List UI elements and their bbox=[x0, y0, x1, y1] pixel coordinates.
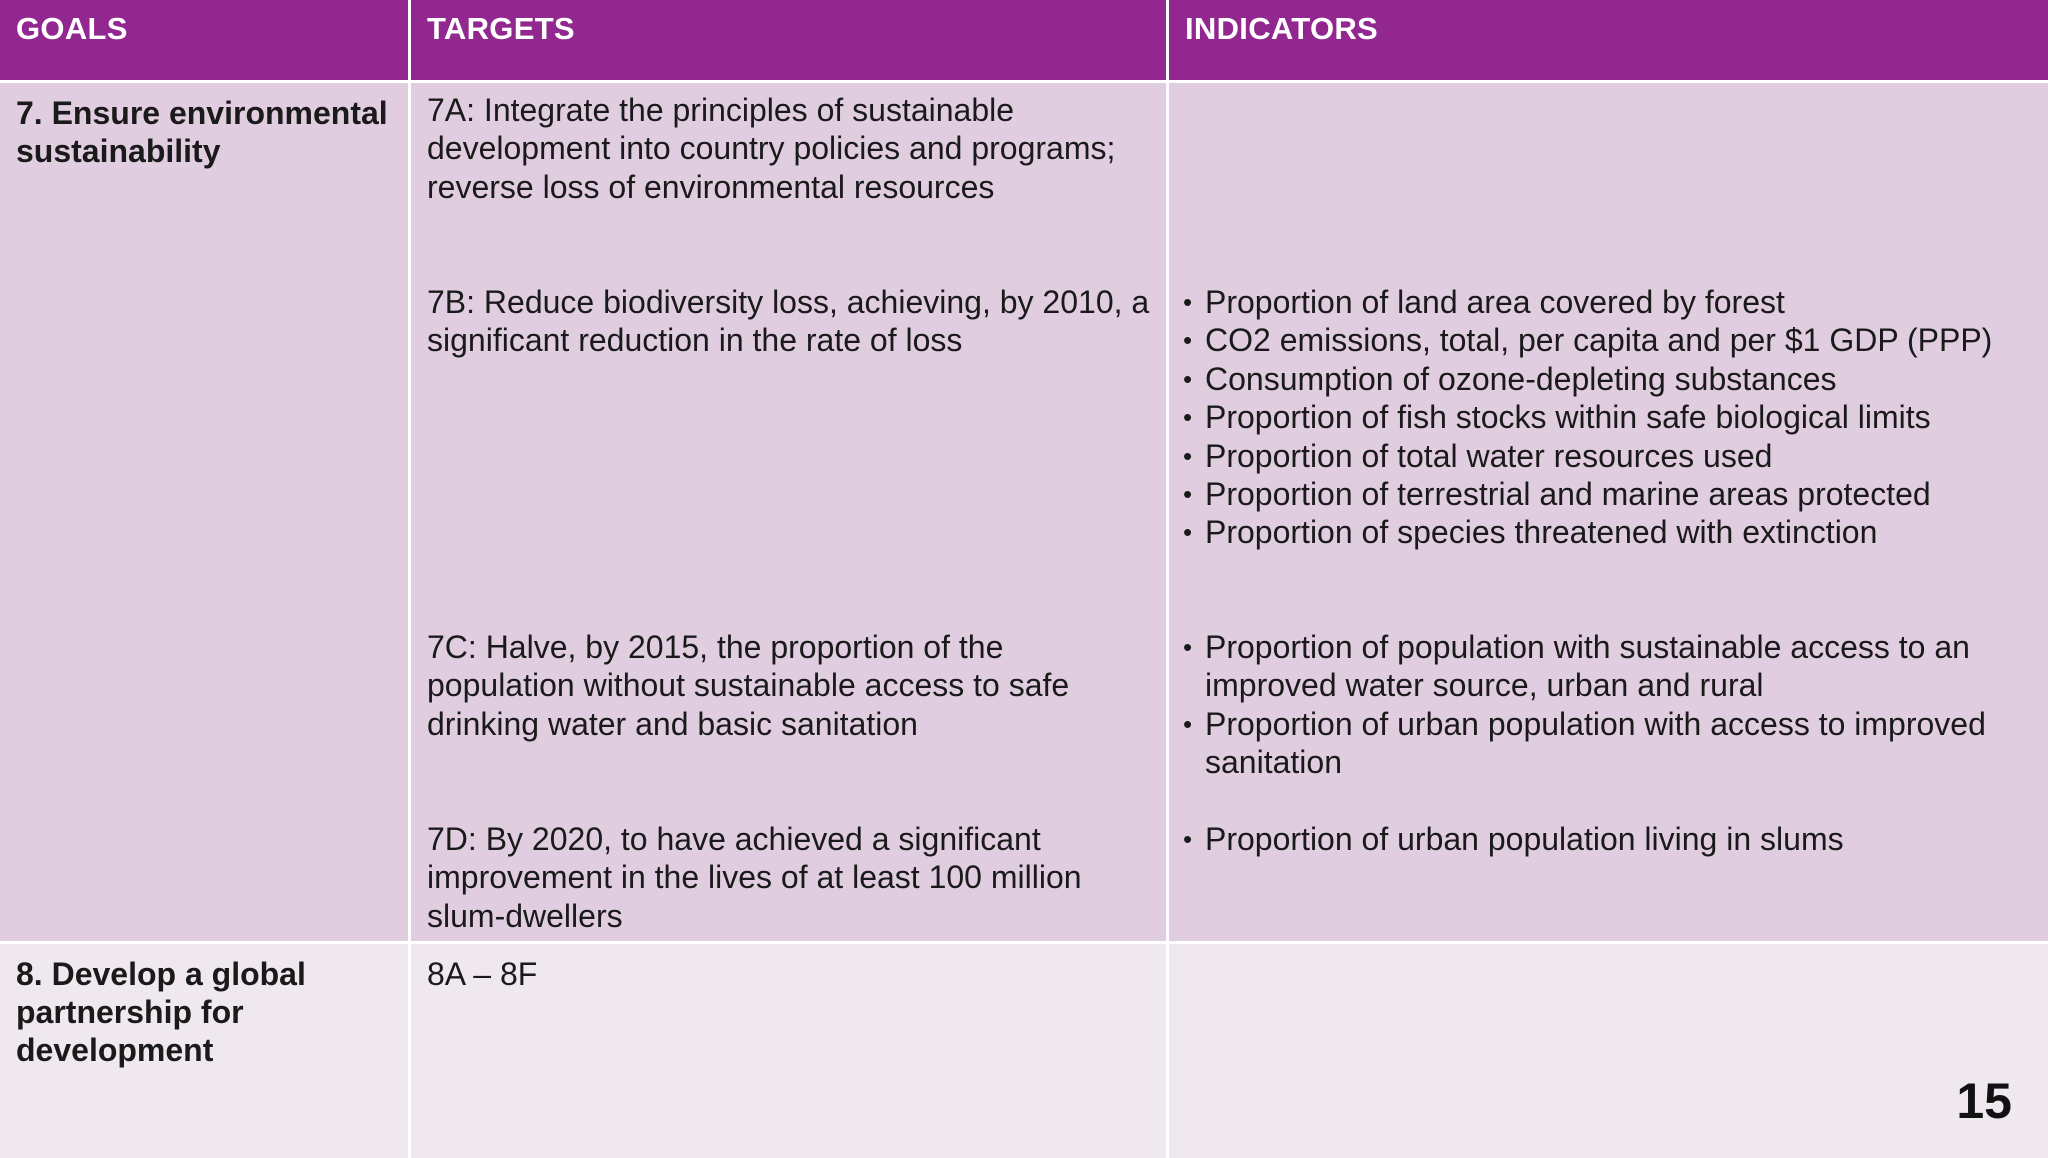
goal-8-title: 8. Develop a global partnership for development bbox=[16, 956, 306, 1068]
goal-8-cell bbox=[0, 944, 408, 1158]
bullet-icon: • bbox=[1183, 363, 1193, 394]
header-indicators: INDICATORS bbox=[1169, 0, 2048, 80]
bullet-icon: • bbox=[1183, 708, 1193, 739]
goal-7-title: 7. Ensure environmental sustainability bbox=[16, 95, 388, 169]
indicators-7-cell bbox=[1169, 83, 2048, 941]
target-7b: 7B: Reduce biodiversity loss, achieving, by 2010, a significant reduction in the rate of loss bbox=[427, 284, 1150, 359]
page-number: 15 bbox=[1956, 1073, 2012, 1129]
list-item: • Proportion of total water resources used bbox=[1183, 437, 1773, 474]
target-7d: 7D: By 2020, to have achieved a significant improvement in the lives of at least 100 million slum-dwellers bbox=[427, 821, 1082, 934]
indicators-7b-list bbox=[1183, 283, 2046, 552]
bullet-icon: • bbox=[1183, 325, 1193, 356]
target-7c: 7C: Halve, by 2015, the proportion of the population without sustainable access to safe drinking water and basic sanitation bbox=[427, 629, 1070, 742]
indicators-8-cell bbox=[1169, 944, 2048, 1158]
list-item: • Proportion of terrestrial and marine areas protected bbox=[1183, 476, 1931, 513]
bullet-icon: • bbox=[1183, 479, 1193, 510]
indicators-7c-list bbox=[1183, 628, 2046, 782]
header-targets: TARGETS bbox=[411, 0, 1166, 80]
header-goals: GOALS bbox=[0, 0, 408, 80]
targets-7-cell bbox=[411, 83, 1166, 941]
indicators-7d-list bbox=[1183, 820, 2046, 858]
list-item: • CO2 emissions, total, per capita and per $1 GDP (PPP) bbox=[1183, 322, 1993, 359]
goal-7-cell bbox=[0, 83, 408, 941]
list-item: • Proportion of urban population with access to improved sanitation bbox=[1183, 705, 1986, 781]
list-item: • Proportion of fish stocks within safe biological limits bbox=[1183, 399, 1931, 436]
list-item: • Proportion of species threatened with extinction bbox=[1183, 514, 1878, 551]
target-7a: 7A: Integrate the principles of sustainable development into country policies and programs; reverse loss of environmental resources bbox=[427, 92, 1116, 205]
bullet-icon: • bbox=[1183, 517, 1193, 548]
bullet-icon: • bbox=[1183, 440, 1193, 471]
list-item: • Consumption of ozone-depleting substances bbox=[1183, 360, 1837, 397]
targets-8-cell bbox=[411, 944, 1166, 1158]
list-item: • Proportion of urban population living in slums bbox=[1183, 821, 1844, 857]
list-item: • Proportion of population with sustainable access to an improved water source, urban and rural bbox=[1183, 629, 1970, 704]
list-item: • Proportion of land area covered by forest bbox=[1183, 284, 1785, 320]
bullet-icon: • bbox=[1183, 287, 1193, 317]
bullet-icon: • bbox=[1183, 402, 1193, 433]
bullet-icon: • bbox=[1183, 632, 1193, 662]
target-8-range: 8A – 8F bbox=[427, 956, 538, 992]
bullet-icon: • bbox=[1183, 824, 1193, 854]
